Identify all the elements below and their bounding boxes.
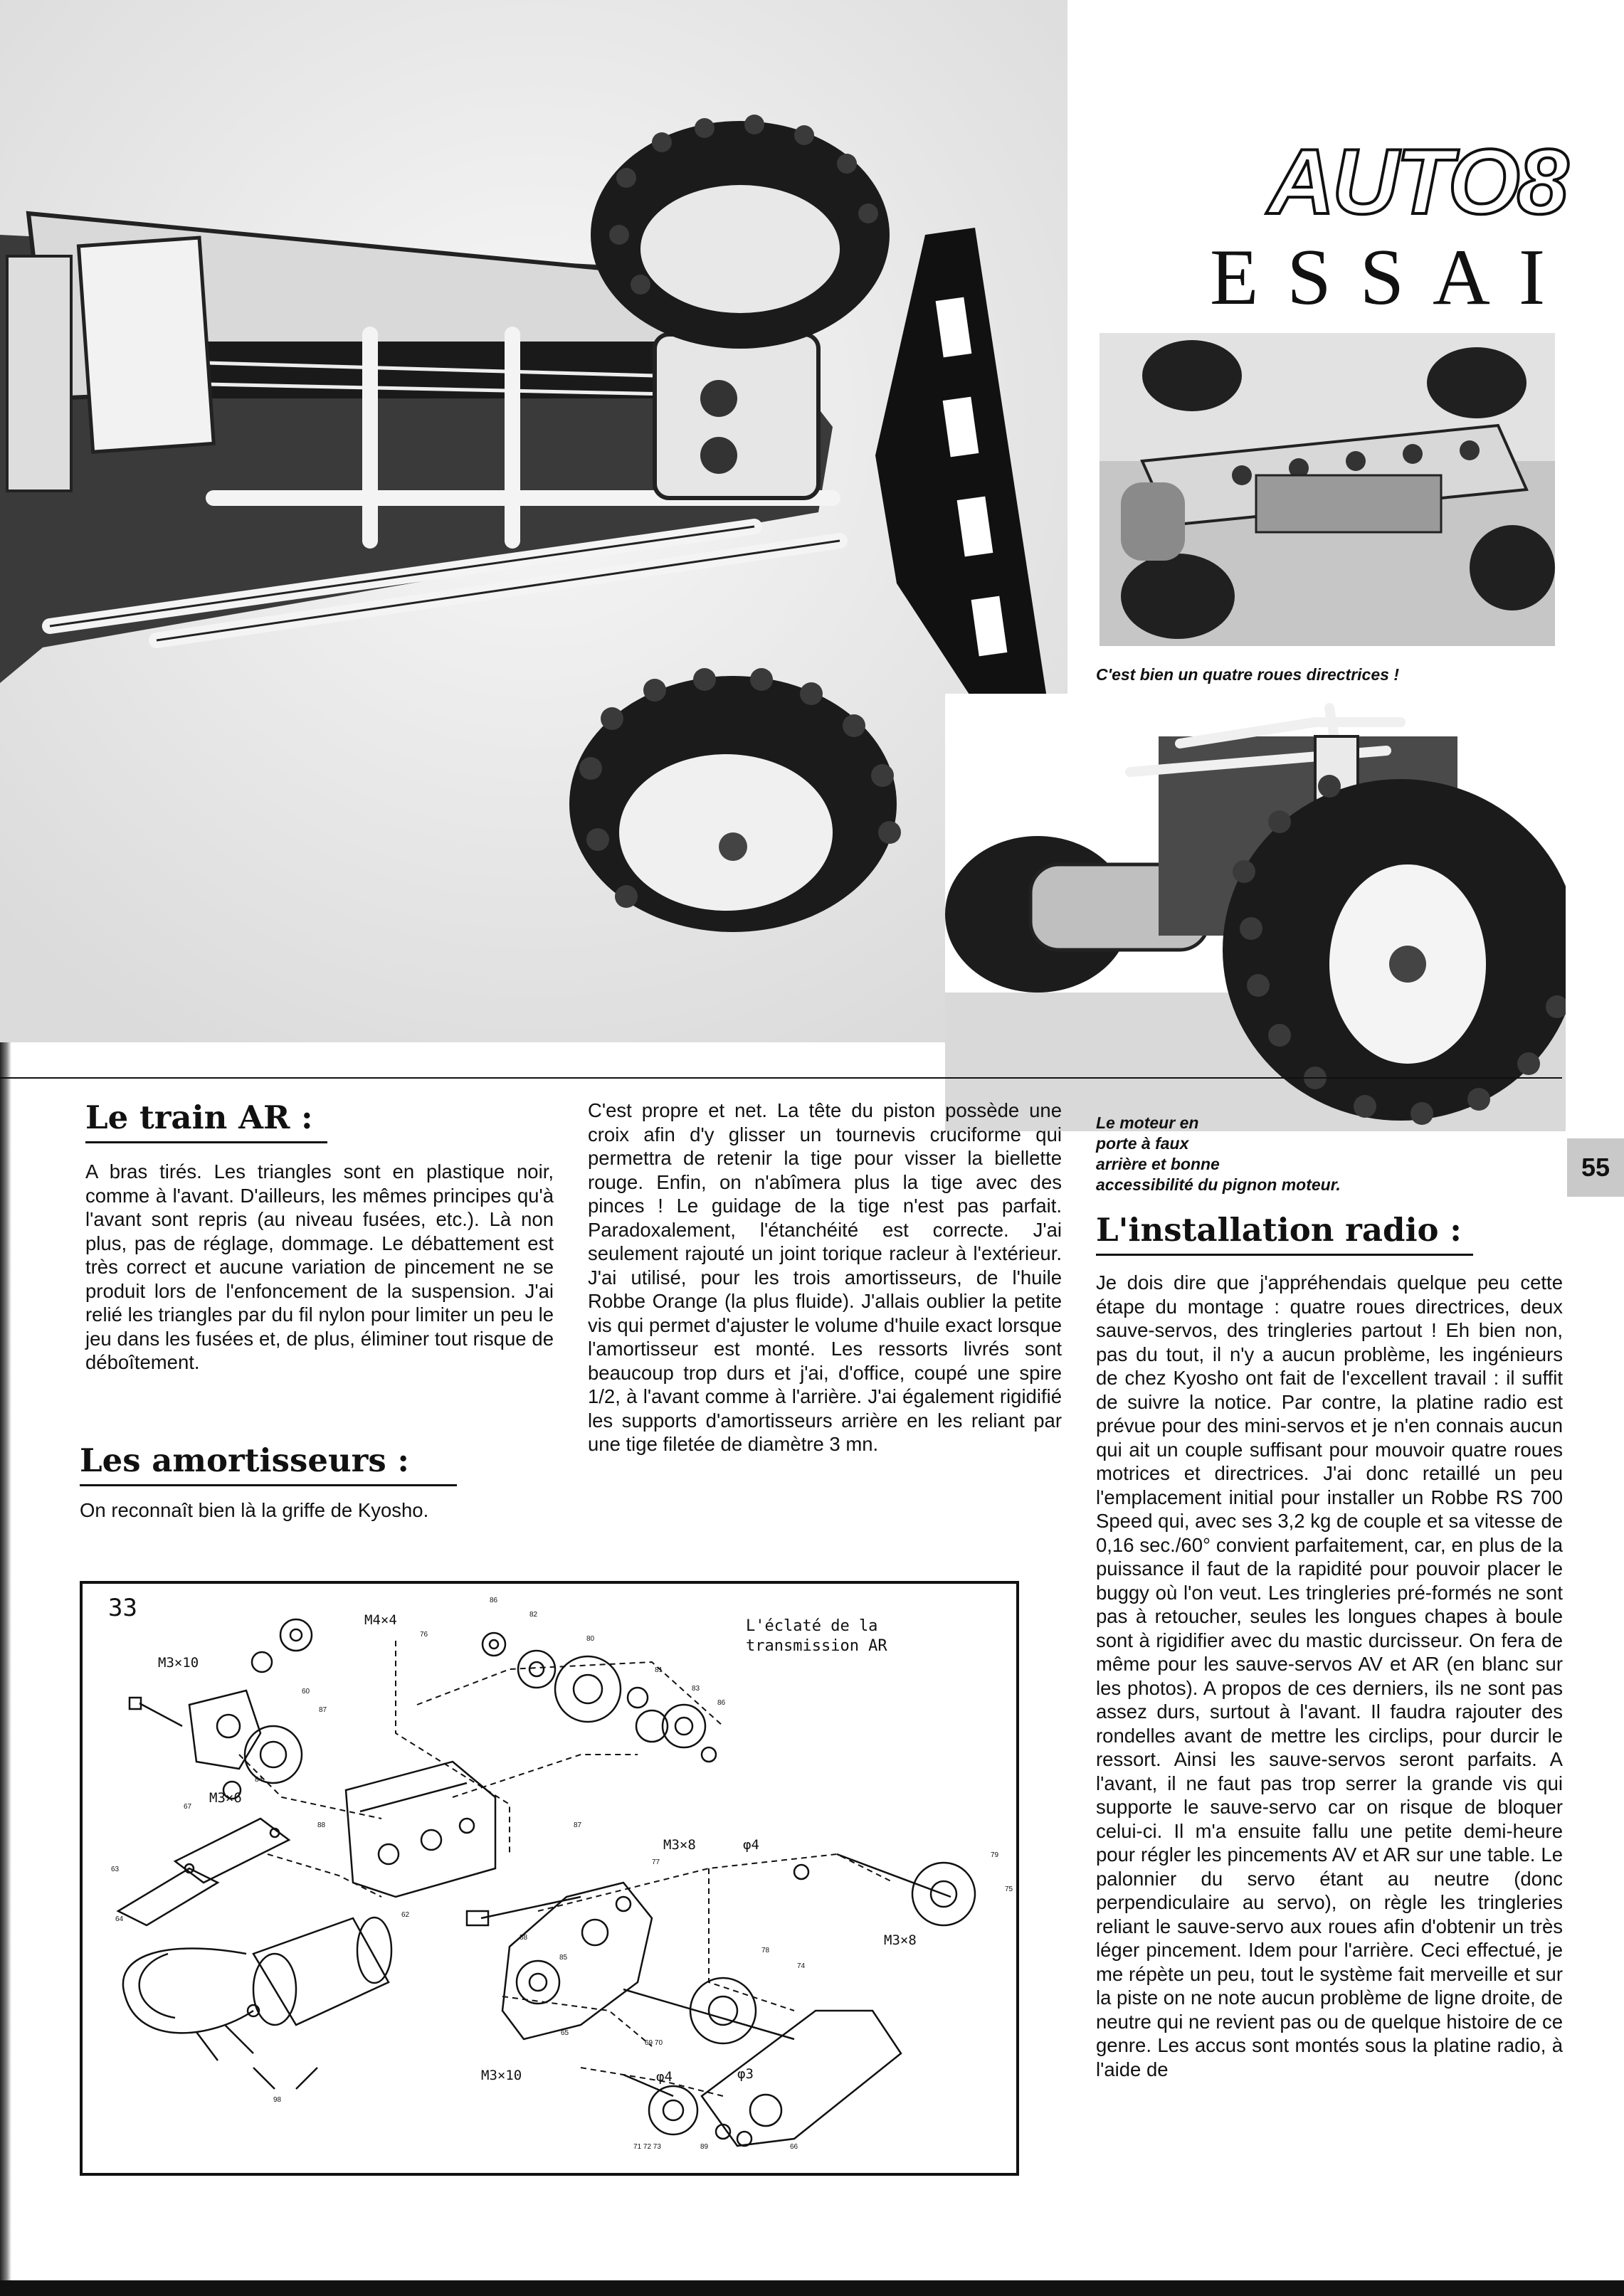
part-number: 84: [255, 1776, 263, 1784]
transmission-drawing: [83, 1584, 1016, 2173]
rc-buggy-photo-icon: [0, 0, 1067, 1042]
rc-buggy-photo-icon: [1100, 333, 1555, 646]
part-number: 81: [655, 1666, 663, 1674]
installation-radio-body: Je dois dire que j'appréhendais quelque peu cette étape du montage : quatre roues directrices, deux sauve-servos, des tringleries partout ! Eh bien non, pas du tout, il n'y a aucun problème, les ingénieurs de chez Kyosho ont fait de l'excellent travail : il suffit de suivre la notice. Par contre, la platine radio est prévue pour des mini-servos et je n'en connais aucun qui ait un couple suffisant pour mouvoir quatre roues motrices et directrices. J'ai donc retaillé un peu l'emplacement initial pour installer un Robbe RS 700 Speed qui, avec ses 3,2 kg de couple et sa vitesse de 0,16 sec./60° convient parfaitement, car, en plus de la puissance il faut de la rapidité pour pouvoir placer le buggy où l'on veut. Les tringleries pré-formés ne sont pas à retoucher, seules les longues chapes à boule sont à rigidifier avec du mastic durcisseur. On fera de même pour les sauve-servos AV et AR (en blanc sur les photos). A propos de ces derniers, ils ne sont pas assez durs, surtout à l'avant. Il faudra rajouter des rondelles avant de mettre les circlips, pour durcir le ressort. Ainsi les sauve-servos seront parfaits. A l'avant, il ne faut pas trop serrer la grande vis qui supporte le sauve-servo car on risque de bloquer celui-ci. Il m'a ensuite fallu une petite demi-heure pour régler les pincements AV et AR sur une table. Le palonnier du servo étant au neutre (donc perpendiculaire au servo), on règle les tringleries reliant le sauve-servo aux roues afin d'obtenir un très léger pincement. Idem pour l'arrière. Ceci effectué, je me répète un peu, tout le système fait merveille et sur la piste on ne note aucun problème de ligne droite, de neutre qui ne revient pas ou de quelque histoire de ce genre. Les accus sont montés sous la platine radio, à l'aide de: [1096, 1271, 1563, 2080]
label-m3x10-top: M3×10: [158, 1655, 199, 1671]
section-divider-line: [0, 1077, 1096, 1079]
part-number: 88: [520, 1934, 528, 1942]
part-number: 89: [700, 2143, 709, 2151]
part-number: 87: [574, 1821, 582, 1829]
buggy-motor-view-photo: [945, 694, 1566, 1131]
part-number: 79: [991, 1851, 999, 1859]
brand-logo-text: AUTO8: [1267, 129, 1566, 233]
middle-column-body: C'est propre et net. La tête du piston possède une croix afin d'y glisser un tournevis cruciforme qui permettra de retenir la tige pour visser la biellette rouge. Enfin, on n'abîmera plus la tige avec des pinces ! Le guidage de la tige n'est pas parfait. Paradoxalement, l'étanchéité est correcte. J'ai seulement rajouté un joint torique racleur à l'extérieur. J'ai utilisé, pour les trois amortisseurs, de l'huile Robbe Orange (la plus fluide). J'allais oublier la petite vis qui permet d'ajuster le volume d'huile exact lorsque l'amortisseur est monté. Les ressorts livrés sont beaucoup trop durs et j'ai, d'office, coupé une spire 1/2, à l'avant comme à l'arrière. J'ai également rigidifié les supports d'amortisseurs arrière en les reliant par une tige filetée de diamètre 3 mn.: [588, 1099, 1062, 1455]
part-number: 78: [761, 1947, 770, 1954]
exploded-transmission-diagram: [80, 1581, 1019, 2176]
part-number: 67: [184, 1803, 192, 1811]
part-number: 80: [586, 1635, 595, 1643]
diagram-caption-line: L'éclaté de la: [746, 1617, 878, 1635]
part-number: 66: [790, 2143, 798, 2151]
part-number: 60: [302, 1688, 310, 1695]
figure-number: 33: [108, 1594, 137, 1622]
part-number: 62: [401, 1911, 410, 1919]
part-number: 82: [529, 1611, 538, 1619]
magazine-logo: [1224, 128, 1566, 235]
column-divider-line: [1092, 1077, 1562, 1079]
part-number: 83: [692, 1685, 700, 1693]
train-ar-body: A bras tirés. Les triangles sont en plastique noir, comme à l'avant. D'ailleurs, les mêmes principes qu'à l'avant sont repris (au niveau fusées, etc.). Là non plus, pas de réglage, dommage. Le débattement est très correct et aucune variation de pincement ne se produit lors de l'enfoncement de la suspension. J'ai relié les triangles par du fil nylon pour limiter un peu le jeu dans les fusées et, de plus, éliminer tout risque de déboîtement.: [85, 1160, 554, 1373]
part-number: 86: [490, 1597, 498, 1604]
part-number: 69 70: [645, 2039, 663, 2047]
amortisseurs-title: Les amortisseurs :: [80, 1440, 457, 1486]
label-m3x8-center: M3×8: [663, 1837, 696, 1853]
part-number: 71 72 73: [633, 2143, 661, 2151]
motor-caption-line: porte à faux: [1096, 1134, 1189, 1153]
buggy-steering-view-photo: [1100, 333, 1555, 646]
section-heading: ESSAI: [1210, 233, 1574, 322]
part-number: 98: [273, 2096, 282, 2104]
motor-caption-line: accessibilité du pignon moteur.: [1096, 1175, 1341, 1194]
part-number: 86: [717, 1699, 726, 1707]
part-number: 63: [111, 1866, 120, 1873]
label-phi4-bottom: φ4: [656, 2069, 673, 2085]
four-wheel-caption: C'est bien un quatre roues directrices !: [1096, 665, 1399, 684]
motor-caption-line: Le moteur en: [1096, 1113, 1199, 1132]
buggy-top-view-photo: [0, 0, 1067, 1042]
label-m4x4: M4×4: [364, 1612, 397, 1628]
part-number: 88: [317, 1821, 326, 1829]
rc-buggy-photo-icon: [945, 694, 1566, 1131]
diagram-caption-line: transmission AR: [746, 1637, 887, 1655]
part-number: 76: [420, 1631, 428, 1639]
label-m3x6: M3×6: [209, 1790, 242, 1806]
part-number: 74: [797, 1962, 806, 1970]
part-number: 87: [319, 1706, 327, 1714]
part-number: 65: [561, 2029, 569, 2037]
part-number: 75: [1005, 1885, 1013, 1893]
part-number: 77: [652, 1858, 660, 1866]
page-bottom-edge: [0, 2280, 1624, 2296]
part-number: 64: [115, 1915, 124, 1923]
amortisseurs-body: On reconnaît bien là la griffe de Kyosho.: [80, 1499, 429, 1521]
motor-caption: [1096, 1113, 1341, 1195]
motor-caption-line: arrière et bonne: [1096, 1155, 1220, 1173]
label-phi3: φ3: [737, 2066, 754, 2082]
label-m3x8-right: M3×8: [884, 1932, 917, 1948]
page-number-tab: 55: [1567, 1138, 1624, 1197]
label-phi4-top: φ4: [743, 1837, 759, 1853]
label-m3x10-bottom: M3×10: [481, 2068, 522, 2083]
train-ar-title: Le train AR :: [85, 1097, 327, 1143]
part-number: 85: [559, 1954, 568, 1962]
installation-radio-title: L'installation radio :: [1096, 1210, 1473, 1256]
